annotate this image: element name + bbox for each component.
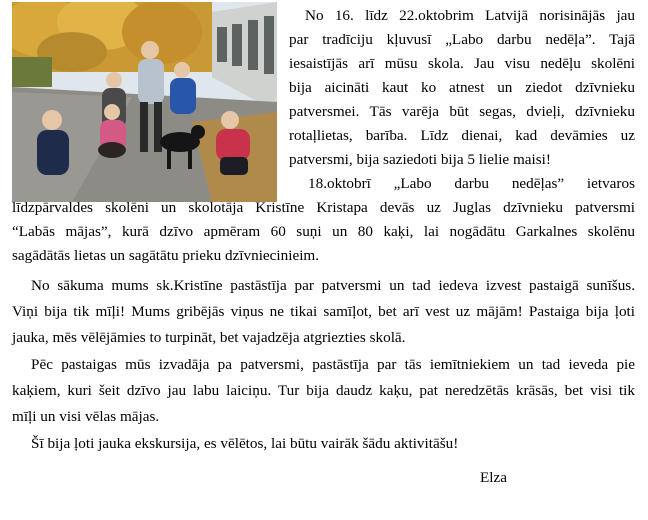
paragraph-3-line-2: Viņi bija tik mīļi! Mums gribējās viņus ne tikai samīļot, bet arī vest uz mājām! Pastaiga bija ļoti (12, 303, 635, 320)
paragraph-2-line-3: “Labās mājas”, kurā dzīvo apmēram 60 suņi un 80 kaķi, lai nogādātu Garkalnes skolēnu (12, 223, 635, 240)
paragraph-1-line-3: iesaistījās arī mūsu skola. Jau visu nedēļu skolēni (289, 55, 635, 72)
paragraph-2-line-2: līdzpārvaldes skolēni un skolotāja Kristīne Kristapa devās uz Juglas dzīvnieku patversmi (12, 199, 635, 216)
paragraph-1-line-7: patversmi, bija saziedoti bija 5 lielie maisi! (289, 151, 551, 168)
photo-of-students-with-dogs-at-shelter-icon (12, 2, 277, 202)
article-photo (12, 2, 277, 202)
paragraph-1-line-6: rotaļlietas, barība. Līdz dienai, kad devāmies uz (289, 127, 635, 144)
paragraph-2-line-1: 18.oktobrī „Labo darbu nedēļas” ietvaros (308, 175, 635, 192)
paragraph-2-line-4: sagādātās lietas un sagātātu prieku dzīvniecinieim. (12, 247, 320, 264)
paragraph-3-line-3: jauka, mēs vēlējāmies to turpināt, bet vajadzēja atgriezties skolā. (12, 329, 406, 346)
paragraph-1-line-2: par tradīciju kļuvusī „Labo darbu nedēļa”. Tajā (289, 31, 635, 48)
paragraph-5-line-1: Šī bija ļoti jauka ekskursija, es vēlētos, lai būtu vairāk šādu aktivitāšu! (31, 435, 459, 452)
author-signature: Elza (480, 469, 507, 486)
paragraph-4-line-1: Pēc pastaigas mūs izvadāja pa patversmi, pastāstīja par tās iemītniekiem un tad ieveda pie (31, 356, 635, 373)
paragraph-4-line-2: kaķiem, kuri šeit dzīvo jau labu laiciņu. Tur bija daudz kaķu, pat neredzētās krāsās, bet visi tik (12, 382, 635, 399)
paragraph-1-line-1: No 16. līdz 22.oktobrim Latvijā norisinājās jau (305, 7, 635, 24)
paragraph-3-line-1: No sākuma mums sk.Kristīne pastāstīja par patversmi un tad iedeva izvest pastaigā sunīšus. (31, 277, 635, 294)
paragraph-1-line-5: patversmei. Tās varēja būt segas, dvieļi, dzīvnieku (289, 103, 635, 120)
paragraph-4-line-3: mīļi un visi vēlas mājas. (12, 408, 160, 425)
paragraph-1-line-4: bija aicināti kaut ko atnest un ziedot dzīvnieku (289, 79, 635, 96)
